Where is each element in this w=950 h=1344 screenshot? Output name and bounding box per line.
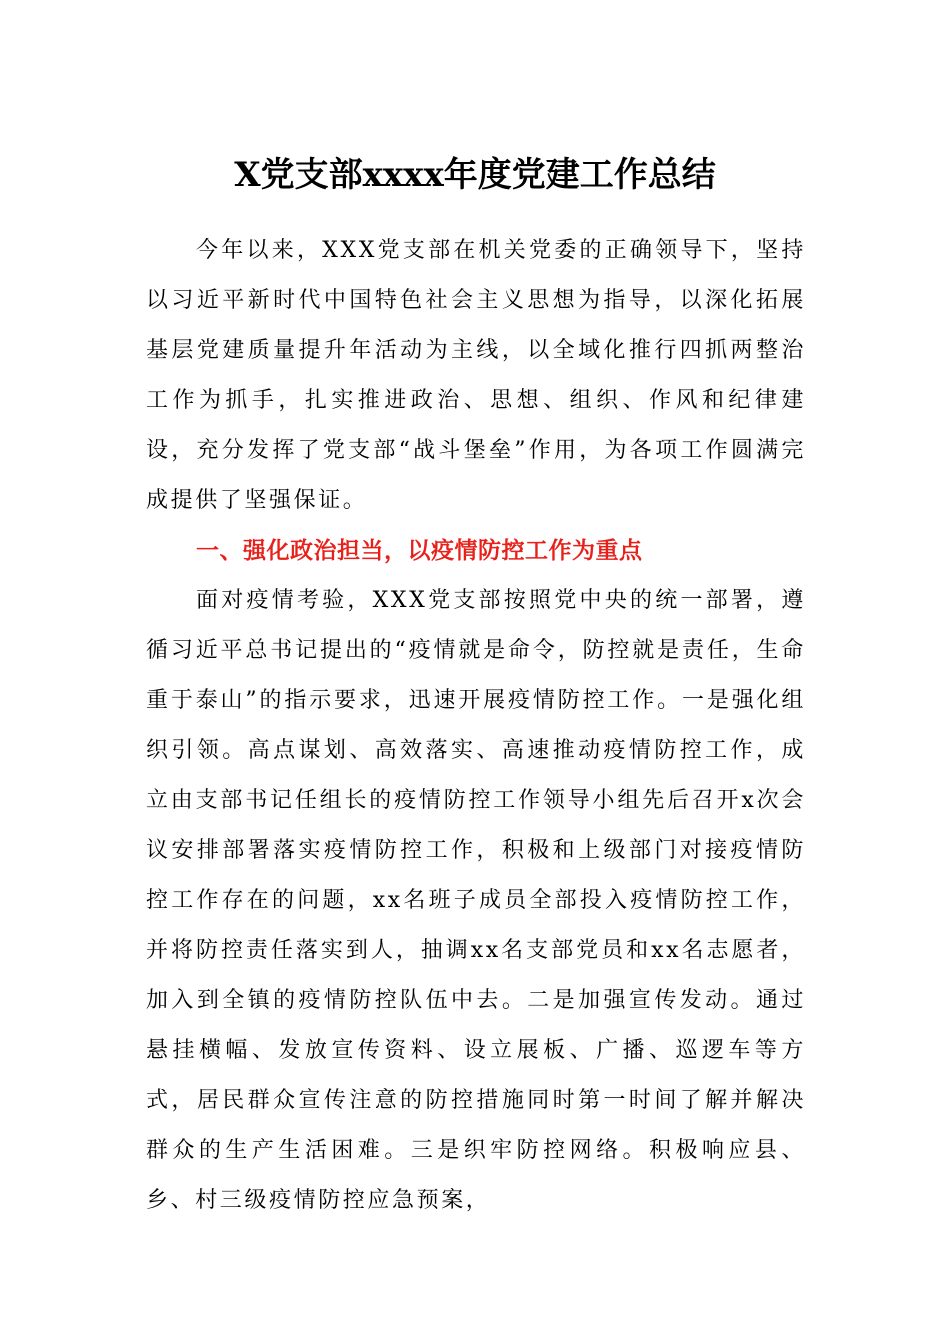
document-title: X党支部xxxx年度党建工作总结: [234, 155, 716, 195]
section-heading: 一、强化政治担当，以疫情防控工作为重点: [196, 538, 643, 564]
section-paragraph: 面对疫情考验，XXX党支部按照党中央的统一部署，遵循习近平总书记提出的“疫情就是命令，防控就是责任，生命重于泰山”的指示要求，迅速开展疫情防控工作。一是强化组织引领。高点谋划、高效落实、高速推动疫情防控工作，成立由支部书记任组长的疫情防控工作领导小组先后召开x次会议安排部署落实疫情防控工作，积极和上级部门对接疫情防控工作存在的问题，xx名班子成员全部投入疫情防控工作，并将防控责任落实到人，抽调xx名支部党员和xx名志愿者，加入到全镇的疫情防控队伍中去。二是加强宣传发动。通过悬挂横幅、发放宣传资料、设立展板、广播、巡逻车等方式，居民群众宣传注意的防控措施同时第一时间了解并解决群众的生产生活困难。三是织牢防控网络。积极响应县、乡、村三级疫情防控应急预案，: [146, 588, 806, 1213]
intro-paragraph: 今年以来，XXX党支部在机关党委的正确领导下，坚持以习近平新时代中国特色社会主义思想为指导，以深化拓展基层党建质量提升年活动为主线，以全域化推行四抓两整治工作为抓手，扎实推进政治、思想、组织、作风和纪律建设，充分发挥了党支部“战斗堡垒”作用，为各项工作圆满完成提供了坚强保证。: [146, 238, 806, 513]
